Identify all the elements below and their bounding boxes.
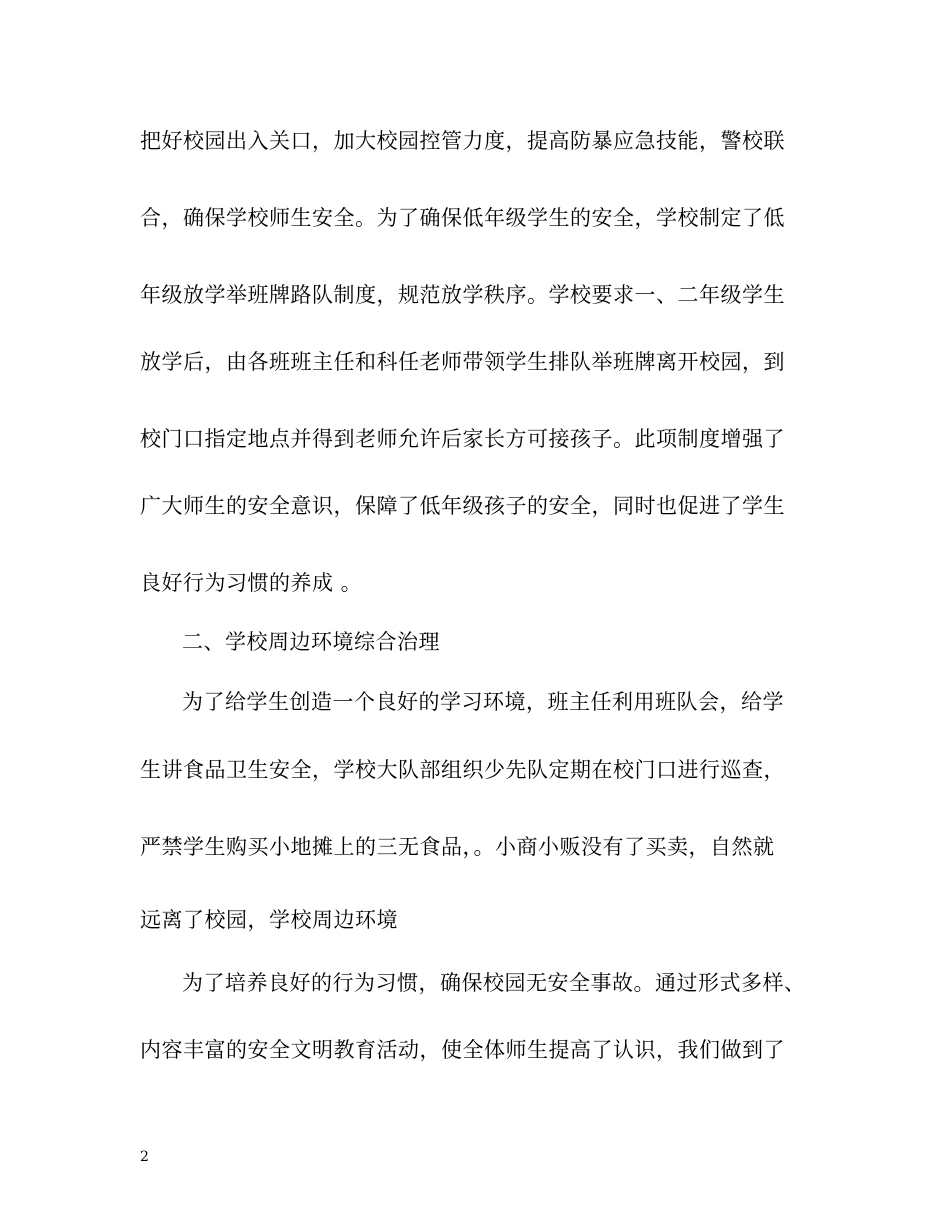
paragraph-line-5: 校门口指定地点并得到老师允许后家长方可接孩子。此项制度增强了 bbox=[140, 427, 785, 451]
paragraph-line-3: 年级放学举班牌路队制度，规范放学秩序。学校要求一、二年级学生 bbox=[140, 283, 785, 307]
paragraph-line-13: 为了培养良好的行为习惯，确保校园无安全事故。通过形式多样、 bbox=[182, 971, 806, 995]
paragraph-line-14: 内容丰富的安全文明教育活动，使全体师生提高了认识，我们做到了 bbox=[140, 1038, 785, 1062]
section-heading: 二、学校周边环境综合治理 bbox=[182, 630, 440, 654]
paragraph-line-10: 生讲食品卫生安全，学校大队部组织少先队定期在校门口进行巡查， bbox=[140, 758, 785, 782]
paragraph-line-6: 广大师生的安全意识，保障了低年级孩子的安全，同时也促进了学生 bbox=[140, 494, 785, 518]
paragraph-line-11: 严禁学生购买小地摊上的三无食品，。小商小贩没有了买卖，自然就 bbox=[140, 835, 775, 859]
page-number: 2 bbox=[140, 1149, 149, 1165]
paragraph-line-2: 合，确保学校师生安全。为了确保低年级学生的安全，学校制定了低 bbox=[140, 206, 785, 230]
paragraph-line-9: 为了给学生创造一个良好的学习环境，班主任利用班队会，给学 bbox=[182, 690, 784, 714]
paragraph-line-7: 良好行为习惯的养成 。 bbox=[140, 571, 363, 595]
paragraph-line-12: 远离了校园，学校周边环境 bbox=[140, 908, 398, 932]
paragraph-line-4: 放学后，由各班班主任和科任老师带领学生排队举班牌离开校园，到 bbox=[140, 350, 785, 374]
paragraph-line-1: 把好校园出入关口，加大校园控管力度，提高防暴应急技能，警校联 bbox=[140, 129, 785, 153]
